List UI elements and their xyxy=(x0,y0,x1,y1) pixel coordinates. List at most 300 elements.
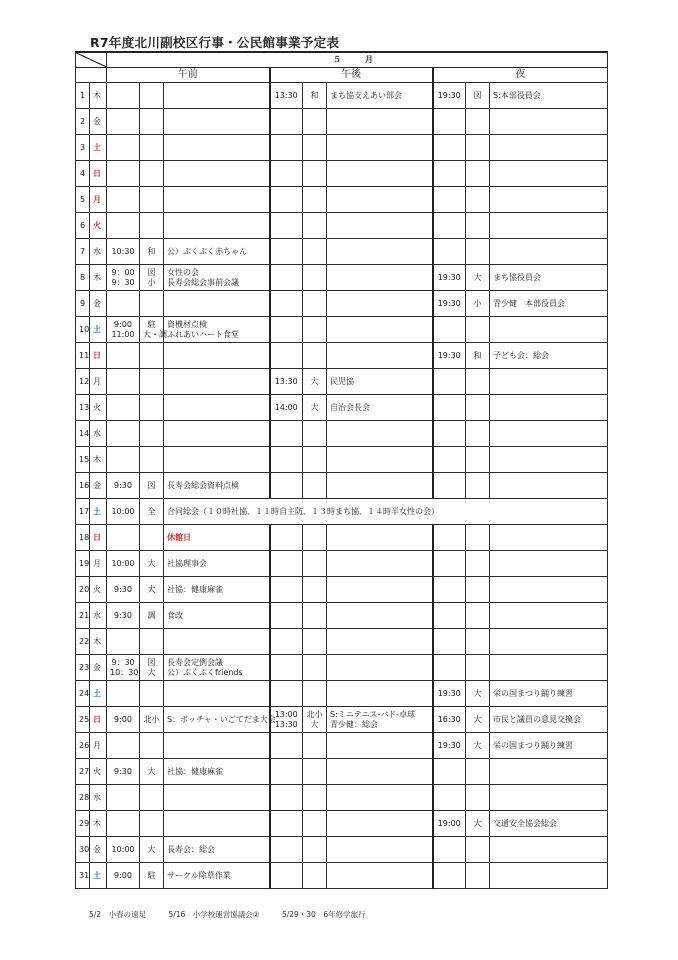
night-place xyxy=(466,603,490,629)
afternoon-time xyxy=(270,837,303,863)
night-time xyxy=(433,551,466,577)
night-event xyxy=(490,577,608,603)
night-time: 19:30 xyxy=(433,681,466,707)
morning-time xyxy=(107,525,140,551)
weekday: 火 xyxy=(90,213,107,239)
morning-place xyxy=(140,317,167,343)
morning-event: 公）ぷくぷく赤ちゃん xyxy=(164,239,270,265)
night-time xyxy=(433,447,466,473)
night-place xyxy=(466,161,490,187)
afternoon-event xyxy=(327,161,433,187)
header-blank xyxy=(76,68,107,83)
morning-time xyxy=(107,447,140,473)
morning-event xyxy=(164,421,270,447)
afternoon-time xyxy=(270,213,303,239)
night-place xyxy=(466,525,490,551)
morning-place xyxy=(140,343,164,369)
day-row xyxy=(76,525,608,551)
morning-place xyxy=(140,213,164,239)
day-row xyxy=(76,629,608,655)
afternoon-event xyxy=(327,603,433,629)
footnote-item: 5/16 小学校運営協議会② xyxy=(168,910,260,919)
weekday: 木 xyxy=(90,811,107,837)
morning-time-line1: 9：00 xyxy=(111,268,135,278)
night-event: S:本部役員会 xyxy=(490,83,608,109)
morning-event xyxy=(164,343,270,369)
morning-place: 駐 xyxy=(140,863,164,889)
afternoon-place: 大 xyxy=(303,369,327,395)
night-event xyxy=(490,421,608,447)
day-number: 27 xyxy=(76,759,90,785)
morning-time: 10:00 xyxy=(107,837,140,863)
afternoon-event xyxy=(327,187,433,213)
night-event xyxy=(490,109,608,135)
morning-time-line2: 10：30 xyxy=(110,667,139,677)
night-event xyxy=(490,863,608,889)
day-row xyxy=(76,369,608,395)
night-event xyxy=(490,239,608,265)
night-time: 19:30 xyxy=(433,265,466,291)
afternoon-time xyxy=(270,811,303,837)
afternoon-event xyxy=(327,447,433,473)
afternoon-place: 大 xyxy=(303,395,327,421)
afternoon-event xyxy=(327,473,433,499)
afternoon-time xyxy=(270,681,303,707)
morning-time xyxy=(107,187,140,213)
morning-place: 大 xyxy=(140,551,164,577)
night-place xyxy=(466,785,490,811)
day-row xyxy=(76,603,608,629)
morning-time: 10:30 xyxy=(107,239,140,265)
afternoon-place: 和 xyxy=(303,83,327,109)
afternoon-place xyxy=(303,135,327,161)
morning-time xyxy=(107,291,140,317)
afternoon-time xyxy=(270,291,303,317)
morning-event: 休館日 xyxy=(164,525,270,551)
morning-place-line2: 大・調 xyxy=(143,329,167,339)
afternoon-place xyxy=(303,837,327,863)
afternoon-place xyxy=(303,473,327,499)
morning-place-line2: 大 xyxy=(147,667,156,677)
day-number: 13 xyxy=(76,395,90,421)
afternoon-place xyxy=(303,447,327,473)
morning-event-line1: 女性の会 xyxy=(167,268,199,278)
morning-time xyxy=(107,395,140,421)
morning-time xyxy=(107,317,140,343)
night-place xyxy=(466,109,490,135)
morning-time xyxy=(107,681,140,707)
day-number: 22 xyxy=(76,629,90,655)
night-place xyxy=(466,551,490,577)
page-title: R7年度北川副校区行事・公民館事業予定表 xyxy=(90,35,340,50)
morning-place: 図 xyxy=(140,473,164,499)
day-row xyxy=(76,837,608,863)
day-number: 11 xyxy=(76,343,90,369)
night-time xyxy=(433,213,466,239)
day-row xyxy=(76,499,608,525)
day-number: 23 xyxy=(76,655,90,681)
night-time xyxy=(433,837,466,863)
night-event xyxy=(490,395,608,421)
afternoon-time xyxy=(270,629,303,655)
night-place xyxy=(466,187,490,213)
day-number: 2 xyxy=(76,109,90,135)
morning-event xyxy=(164,681,270,707)
morning-event: 食改 xyxy=(164,603,270,629)
weekday: 水 xyxy=(90,785,107,811)
schedule-body xyxy=(76,52,608,889)
morning-time: 9:30 xyxy=(107,603,140,629)
weekday: 火 xyxy=(90,759,107,785)
day-row xyxy=(76,135,608,161)
day-row xyxy=(76,447,608,473)
weekday: 火 xyxy=(90,577,107,603)
morning-place xyxy=(140,265,164,291)
day-number: 3 xyxy=(76,135,90,161)
afternoon-time-line2: 13:30 xyxy=(274,719,298,729)
afternoon-place xyxy=(303,733,327,759)
day-number: 15 xyxy=(76,447,90,473)
night-event: 子ども会：総会 xyxy=(490,343,608,369)
afternoon-event xyxy=(327,733,433,759)
morning-place-line1: 図 xyxy=(147,658,156,668)
morning-place xyxy=(140,629,164,655)
night-time xyxy=(433,187,466,213)
afternoon-event xyxy=(327,265,433,291)
night-time xyxy=(433,395,466,421)
night-place xyxy=(466,655,490,681)
weekday: 金 xyxy=(90,473,107,499)
morning-place: 北小 xyxy=(140,707,164,733)
afternoon-time xyxy=(270,317,303,343)
morning-place xyxy=(140,655,164,681)
night-time xyxy=(433,239,466,265)
afternoon-time xyxy=(270,421,303,447)
weekday: 土 xyxy=(90,863,107,889)
afternoon-event: 民児協 xyxy=(327,369,433,395)
day-row xyxy=(76,291,608,317)
morning-place xyxy=(140,421,164,447)
afternoon-event xyxy=(327,135,433,161)
night-event xyxy=(490,603,608,629)
afternoon-place xyxy=(303,863,327,889)
afternoon-place xyxy=(303,629,327,655)
morning-time: 9:00 xyxy=(107,863,140,889)
afternoon-place xyxy=(303,265,327,291)
afternoon-place-line1: 北小 xyxy=(306,710,323,720)
afternoon-place xyxy=(303,577,327,603)
day-number: 29 xyxy=(76,811,90,837)
night-event xyxy=(490,837,608,863)
night-event xyxy=(490,629,608,655)
weekday: 日 xyxy=(90,707,107,733)
morning-time xyxy=(107,655,140,681)
afternoon-event xyxy=(327,577,433,603)
night-place: 小 xyxy=(466,291,490,317)
weekday: 木 xyxy=(90,629,107,655)
afternoon-time: 14:00 xyxy=(270,395,303,421)
night-time: 19:30 xyxy=(433,343,466,369)
day-row xyxy=(76,239,608,265)
morning-place: 全 xyxy=(140,499,164,525)
day-row xyxy=(76,343,608,369)
night-time xyxy=(433,525,466,551)
header-morning: 午前 xyxy=(107,68,270,83)
night-event xyxy=(490,473,608,499)
night-time xyxy=(433,785,466,811)
day-row xyxy=(76,317,608,343)
night-place xyxy=(466,837,490,863)
night-time xyxy=(433,759,466,785)
weekday: 土 xyxy=(90,317,107,343)
morning-event xyxy=(164,109,270,135)
afternoon-place xyxy=(303,551,327,577)
day-number: 28 xyxy=(76,785,90,811)
night-time xyxy=(433,369,466,395)
weekday: 日 xyxy=(90,161,107,187)
section-header-row xyxy=(76,68,608,83)
night-event xyxy=(490,369,608,395)
day-number: 7 xyxy=(76,239,90,265)
morning-time-line1: 9：30 xyxy=(111,658,135,668)
morning-time: 9:30 xyxy=(107,759,140,785)
day-number: 26 xyxy=(76,733,90,759)
day-number: 17 xyxy=(76,499,90,525)
night-event xyxy=(490,551,608,577)
night-event xyxy=(490,785,608,811)
morning-place xyxy=(140,109,164,135)
morning-place-line1: 駐 xyxy=(147,320,156,330)
day-row xyxy=(76,161,608,187)
morning-place: 大 xyxy=(140,759,164,785)
night-place: 大 xyxy=(466,681,490,707)
night-time: 16:30 xyxy=(433,707,466,733)
morning-place xyxy=(140,733,164,759)
morning-place: 大 xyxy=(140,837,164,863)
morning-event xyxy=(164,447,270,473)
morning-time xyxy=(107,109,140,135)
weekday: 水 xyxy=(90,421,107,447)
afternoon-place xyxy=(303,213,327,239)
afternoon-event xyxy=(327,109,433,135)
day-row xyxy=(76,213,608,239)
day-row xyxy=(76,265,608,291)
afternoon-time xyxy=(270,863,303,889)
day-row xyxy=(76,811,608,837)
day-number: 12 xyxy=(76,369,90,395)
day-number: 20 xyxy=(76,577,90,603)
morning-time: 9:30 xyxy=(107,577,140,603)
afternoon-event xyxy=(327,239,433,265)
day-number: 18 xyxy=(76,525,90,551)
morning-place-line2: 小 xyxy=(147,277,156,287)
afternoon-time xyxy=(270,109,303,135)
night-time: 19:30 xyxy=(433,291,466,317)
afternoon-place xyxy=(303,343,327,369)
night-place xyxy=(466,759,490,785)
afternoon-place xyxy=(303,161,327,187)
morning-place xyxy=(140,447,164,473)
afternoon-time xyxy=(270,135,303,161)
afternoon-event xyxy=(327,707,433,733)
morning-place: 調 xyxy=(140,603,164,629)
morning-place xyxy=(140,395,164,421)
day-number: 16 xyxy=(76,473,90,499)
weekday: 月 xyxy=(90,187,107,213)
morning-event-line1: 長寿会定例会議 xyxy=(167,658,223,668)
footnote-item: 5/29・30 6年修学旅行 xyxy=(281,910,366,919)
morning-time xyxy=(107,343,140,369)
afternoon-place xyxy=(303,187,327,213)
afternoon-time xyxy=(270,655,303,681)
night-place xyxy=(466,577,490,603)
morning-place xyxy=(140,135,164,161)
afternoon-time: 13:30 xyxy=(270,369,303,395)
night-place xyxy=(466,421,490,447)
weekday: 日 xyxy=(90,343,107,369)
morning-time-line1: 9:00 xyxy=(114,320,132,330)
day-row xyxy=(76,655,608,681)
afternoon-event xyxy=(327,343,433,369)
afternoon-event-line1: S:ミニテニス-バド-卓球 xyxy=(330,710,416,720)
morning-place xyxy=(140,785,164,811)
morning-event: 社協：健康麻雀 xyxy=(164,577,270,603)
morning-place xyxy=(140,187,164,213)
afternoon-time xyxy=(270,603,303,629)
month-row xyxy=(76,52,608,68)
morning-event: 長寿会：総会 xyxy=(164,837,270,863)
morning-time xyxy=(107,83,140,109)
morning-place xyxy=(140,83,164,109)
weekday: 水 xyxy=(90,239,107,265)
day-row xyxy=(76,759,608,785)
afternoon-time xyxy=(270,239,303,265)
night-place xyxy=(466,447,490,473)
afternoon-place xyxy=(303,239,327,265)
morning-time xyxy=(107,629,140,655)
morning-event xyxy=(164,213,270,239)
afternoon-event xyxy=(327,785,433,811)
afternoon-place xyxy=(303,317,327,343)
night-place xyxy=(466,629,490,655)
morning-time: 9:00 xyxy=(107,707,140,733)
night-time xyxy=(433,109,466,135)
day-number: 25 xyxy=(76,707,90,733)
morning-event: S：ボッチャ・いごてだま大会 xyxy=(164,707,270,733)
weekday: 金 xyxy=(90,655,107,681)
morning-event xyxy=(164,785,270,811)
day-number: 19 xyxy=(76,551,90,577)
night-place: 大 xyxy=(466,811,490,837)
morning-place xyxy=(140,811,164,837)
morning-event xyxy=(164,187,270,213)
night-time xyxy=(433,473,466,499)
morning-event xyxy=(164,629,270,655)
night-time xyxy=(433,603,466,629)
night-event: 市民と議員の意見交換会 xyxy=(490,707,608,733)
night-place xyxy=(466,239,490,265)
day-number: 30 xyxy=(76,837,90,863)
day-row xyxy=(76,681,608,707)
night-time xyxy=(433,577,466,603)
morning-time xyxy=(107,369,140,395)
afternoon-time xyxy=(270,473,303,499)
morning-event-line2: ふれあいハート食堂 xyxy=(167,329,239,339)
afternoon-event xyxy=(327,213,433,239)
morning-place: 大 xyxy=(140,577,164,603)
afternoon-event-line2: 青少健：総会 xyxy=(330,719,378,729)
morning-place xyxy=(140,681,164,707)
weekday: 金 xyxy=(90,109,107,135)
morning-event xyxy=(164,733,270,759)
morning-time xyxy=(107,811,140,837)
night-event: まち協役員会 xyxy=(490,265,608,291)
morning-time-line2: 11:00 xyxy=(111,329,135,339)
weekday: 火 xyxy=(90,395,107,421)
day-row xyxy=(76,551,608,577)
afternoon-event xyxy=(327,421,433,447)
morning-event: 社協：健康麻雀 xyxy=(164,759,270,785)
afternoon-place xyxy=(303,785,327,811)
afternoon-time-line1: 13:00 xyxy=(274,710,298,720)
day-number: 4 xyxy=(76,161,90,187)
afternoon-event: 自治会長会 xyxy=(327,395,433,421)
night-event: 青少健 本部役員会 xyxy=(490,291,608,317)
night-place xyxy=(466,473,490,499)
day-row xyxy=(76,577,608,603)
night-place xyxy=(466,135,490,161)
weekday: 月 xyxy=(90,551,107,577)
day-row xyxy=(76,421,608,447)
night-event xyxy=(490,135,608,161)
afternoon-place xyxy=(303,525,327,551)
day-row xyxy=(76,395,608,421)
night-event: 交通安全協会総会 xyxy=(490,811,608,837)
schedule-table xyxy=(75,51,608,889)
morning-time xyxy=(107,785,140,811)
weekday: 月 xyxy=(90,369,107,395)
morning-event: サークル除草作業 xyxy=(164,863,270,889)
night-place xyxy=(466,395,490,421)
night-place: 和 xyxy=(466,343,490,369)
day-number: 10 xyxy=(76,317,90,343)
morning-time xyxy=(107,161,140,187)
afternoon-place xyxy=(303,811,327,837)
morning-event-line1: 資機材点検 xyxy=(167,320,207,330)
day-row xyxy=(76,187,608,213)
weekday: 木 xyxy=(90,447,107,473)
weekday: 金 xyxy=(90,837,107,863)
morning-event xyxy=(164,811,270,837)
afternoon-event xyxy=(327,551,433,577)
morning-event-line2: 長寿会総会事前会議 xyxy=(167,277,239,287)
afternoon-event xyxy=(327,655,433,681)
night-time xyxy=(433,629,466,655)
morning-place xyxy=(140,369,164,395)
night-place xyxy=(466,317,490,343)
afternoon-time xyxy=(270,265,303,291)
afternoon-event xyxy=(327,317,433,343)
afternoon-event xyxy=(327,525,433,551)
afternoon-event: まち協支えあい部会 xyxy=(327,83,433,109)
afternoon-time xyxy=(270,525,303,551)
morning-time xyxy=(107,733,140,759)
weekday: 土 xyxy=(90,681,107,707)
afternoon-time xyxy=(270,785,303,811)
night-event xyxy=(490,655,608,681)
day-row xyxy=(76,473,608,499)
afternoon-place xyxy=(303,421,327,447)
